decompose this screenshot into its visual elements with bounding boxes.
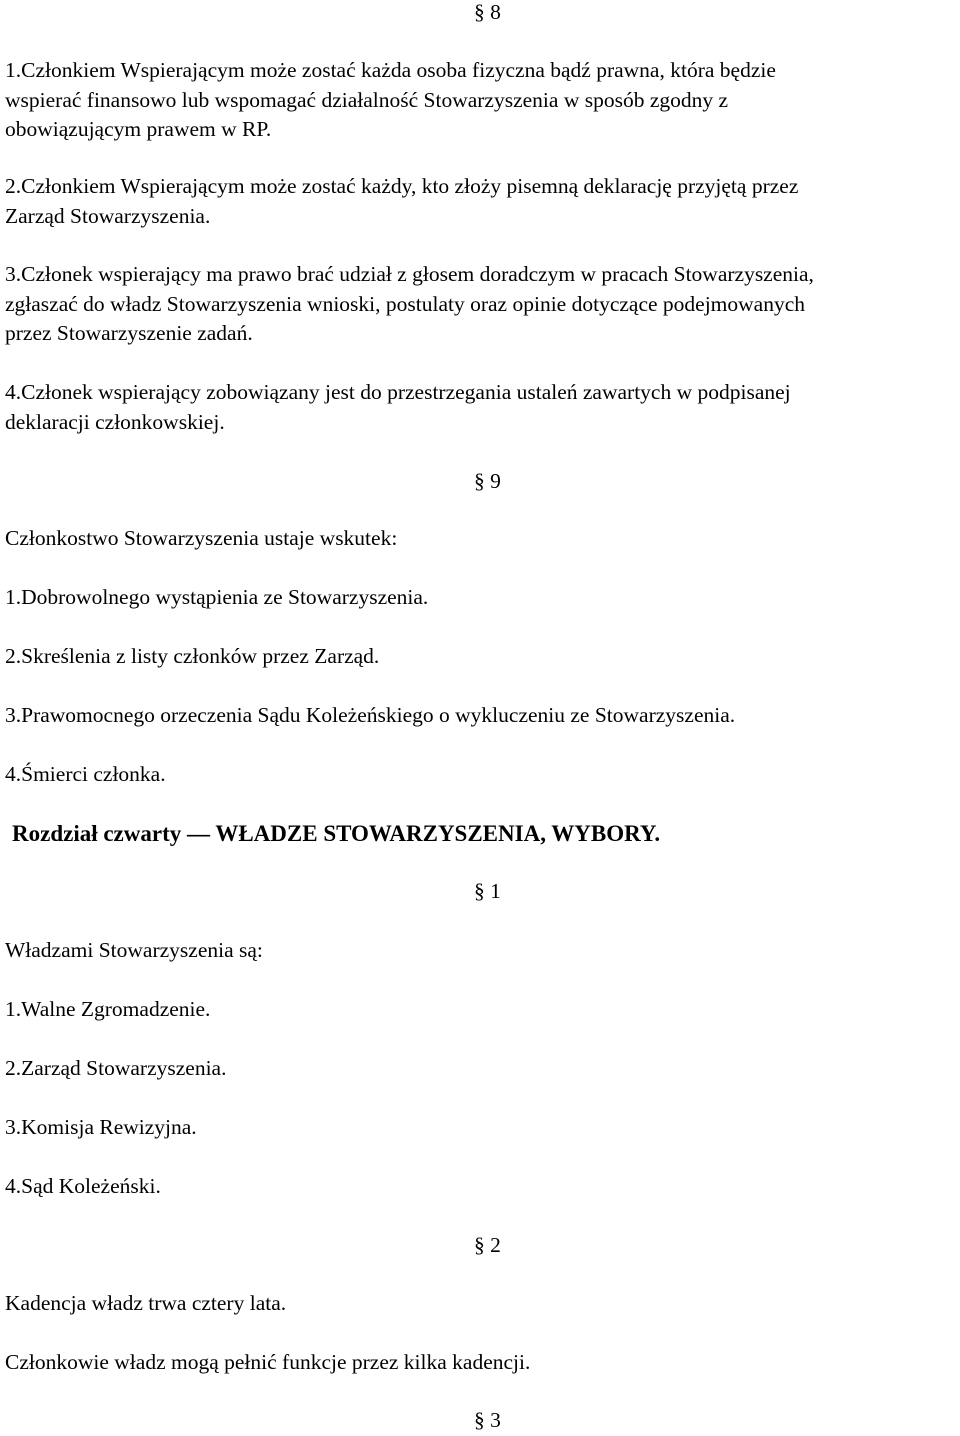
paragraph-line: wspierać finansowo lub wspomagać działalność Stowarzyszenia w sposób zgodny z (5, 88, 729, 112)
paragraph-line: obowiązującym prawem w RP. (5, 117, 272, 141)
paragraph-line: 3.Członek wspierający ma prawo brać udział z głosem doradczym w pracach Stowarzyszenia, (5, 262, 814, 286)
paragraph-line: 2.Członkiem Wspierającym może zostać każdy, kto złoży pisemną deklarację przyjętą przez (5, 174, 799, 198)
paragraph-line: 4.Członek wspierający zobowiązany jest do przestrzegania ustaleń zawartych w podpisanej (5, 380, 791, 404)
paragraph-line: Kadencja władz trwa cztery lata. (5, 1291, 287, 1315)
list-item: 3.Prawomocnego orzeczenia Sądu Koleżeńskiego o wykluczeniu ze Stowarzyszenia. (5, 703, 736, 727)
paragraph-line: przez Stowarzyszenie zadań. (5, 321, 253, 345)
list-item: 2.Zarząd Stowarzyszenia. (5, 1056, 227, 1080)
paragraph-line: deklaracji członkowskiej. (5, 410, 225, 434)
section-1-heading: § 1 (474, 879, 501, 903)
paragraph-line: Członkowie władz mogą pełnić funkcje przez kilka kadencji. (5, 1350, 531, 1374)
section-2-heading: § 2 (474, 1233, 501, 1257)
list-item: 1.Walne Zgromadzenie. (5, 997, 211, 1021)
list-item: 4.Śmierci członka. (5, 762, 166, 786)
chapter-heading: Rozdział czwarty — WŁADZE STOWARZYSZENIA, WYBORY. (12, 821, 661, 846)
paragraph-line: 1.Członkiem Wspierającym może zostać każda osoba fizyczna bądź prawna, która będzie (5, 58, 776, 82)
list-item: 1.Dobrowolnego wystąpienia ze Stowarzyszenia. (5, 585, 429, 609)
list-item: 4.Sąd Koleżeński. (5, 1174, 161, 1198)
list-intro: Członkostwo Stowarzyszenia ustaje wskutek: (5, 526, 398, 550)
paragraph-line: zgłaszać do władz Stowarzyszenia wnioski, postulaty oraz opinie dotyczące podejmowanych (5, 292, 806, 316)
list-item: 2.Skreślenia z listy członków przez Zarząd. (5, 644, 380, 668)
list-item: 3.Komisja Rewizyjna. (5, 1115, 197, 1139)
section-9-heading: § 9 (474, 469, 501, 493)
list-intro: Władzami Stowarzyszenia są: (5, 938, 263, 962)
paragraph-line: Zarząd Stowarzyszenia. (5, 204, 211, 228)
section-3-heading: § 3 (474, 1408, 501, 1432)
section-8-heading: § 8 (474, 0, 501, 24)
